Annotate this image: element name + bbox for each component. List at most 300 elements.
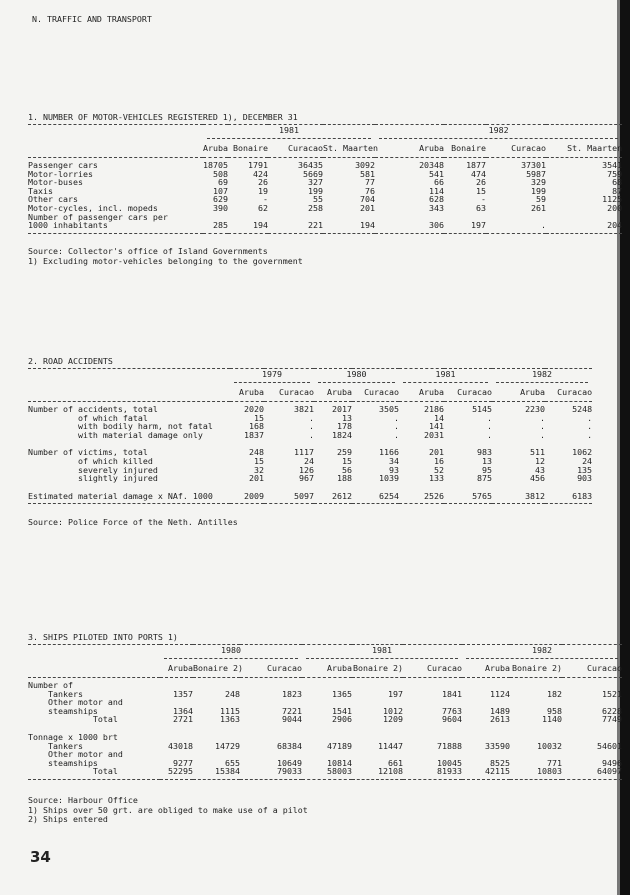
cell-value: .	[309, 429, 315, 440]
cell-value: 43	[535, 464, 546, 475]
row-label: Number of passenger cars per	[28, 211, 168, 222]
cell-value	[510, 678, 562, 690]
cell-value	[193, 724, 240, 733]
cell-value: 1357	[173, 688, 193, 699]
cell-value: 1012	[383, 705, 403, 716]
cell-value: 11447	[378, 740, 403, 751]
cell-value	[240, 678, 302, 690]
cell-value: .	[394, 412, 400, 423]
cell-value: 77	[365, 177, 376, 188]
cell-value: .	[394, 421, 400, 432]
stub-cell	[28, 140, 203, 158]
cell-value	[562, 678, 622, 690]
table-1-title: 1. NUMBER OF MOTOR-VEHICLES REGISTERED 1), DECEMBER 31	[28, 112, 298, 122]
cell-value: .	[486, 221, 546, 233]
cell-value: 42115	[462, 767, 510, 779]
cell-value: 56	[342, 464, 353, 475]
column-header: Curacao	[562, 660, 622, 678]
cell-value	[462, 724, 510, 733]
cell-value	[510, 724, 562, 733]
footnote: 1) Ships over 50 grt. are obliged to make use of a pilot	[28, 804, 308, 815]
cell-value: 628	[429, 194, 445, 205]
column-header: Bonaire	[228, 140, 268, 158]
column-header: St. Maarten	[323, 140, 375, 158]
column-header: Bonaire 2)	[510, 660, 562, 678]
cell-value: 63	[476, 202, 487, 213]
cell-value: 204	[546, 221, 622, 233]
cell-value: 37301	[521, 160, 547, 170]
column-header: Bonaire	[444, 140, 486, 158]
cell-value: 2721	[173, 714, 193, 725]
row-label: Total	[28, 714, 118, 725]
cell-value: 6254	[352, 492, 399, 504]
cell-value: 19	[258, 185, 268, 196]
cell-value: 15	[342, 455, 353, 466]
cell-value: 581	[360, 168, 376, 179]
year-header-row	[28, 369, 592, 385]
row-label: Other cars	[28, 194, 78, 205]
year-header	[462, 645, 622, 661]
row-label: with bodily harm, not fatal	[28, 421, 213, 432]
table-row	[28, 698, 622, 707]
column-header: Curacao	[545, 384, 592, 402]
cell-value: .	[394, 429, 400, 440]
cell-value: 2613	[490, 714, 510, 725]
cell-value	[403, 724, 462, 733]
cell-value: 958	[547, 705, 562, 716]
cell-value: 7763	[442, 705, 462, 716]
cell-value: 59	[536, 194, 547, 205]
cell-value: 1039	[379, 473, 400, 484]
cell-value: 259	[337, 447, 353, 458]
cell-value: 1117	[294, 447, 315, 458]
cell-value: 194	[228, 221, 268, 233]
cell-value: 194	[323, 221, 375, 233]
cell-value: 5145	[472, 404, 493, 414]
footnote: 2) Ships entered	[28, 814, 108, 824]
cell-value: .	[587, 429, 593, 440]
cell-value: 69	[218, 177, 228, 188]
table-2-title: 2. ROAD ACCIDENTS	[28, 356, 113, 366]
cell-value: .	[309, 421, 315, 432]
cell-value: .	[487, 412, 493, 423]
stub-cell	[28, 369, 230, 385]
column-header: Curacao	[268, 140, 323, 158]
cell-value: 13	[482, 455, 493, 466]
cell-value: 2031	[424, 429, 445, 440]
row-label: Motor-lorries	[28, 168, 93, 179]
footnote: Source: Harbour Office	[28, 795, 138, 805]
cell-value: 68384	[277, 740, 302, 751]
cell-value: 1824	[332, 429, 353, 440]
cell-value: 58003	[302, 767, 352, 779]
cell-value: 24	[304, 455, 315, 466]
cell-value: 248	[249, 447, 264, 458]
year-header	[314, 369, 399, 385]
row-label: slightly injured	[28, 473, 158, 484]
cell-value: 759	[607, 168, 623, 179]
cell-value: 2020	[244, 404, 264, 414]
cell-value: 15	[254, 412, 264, 423]
cell-value: 983	[477, 447, 493, 458]
cell-value: 87	[612, 185, 623, 196]
cell-value: 43018	[168, 740, 193, 751]
cell-value	[352, 724, 403, 733]
cell-value: 3821	[294, 404, 315, 414]
cell-value: 201	[429, 447, 445, 458]
cell-value: 79033	[240, 767, 302, 779]
year-header	[399, 369, 492, 385]
cell-value: 14729	[215, 740, 240, 751]
column-header: Curacao	[486, 140, 546, 158]
cell-value	[193, 678, 240, 690]
table-3-notes	[28, 796, 308, 825]
cell-value: 15384	[193, 767, 240, 779]
year-header	[375, 125, 622, 141]
cell-value: 26	[258, 177, 268, 188]
row-label: Other motor and	[28, 749, 123, 760]
cell-value: 10803	[510, 767, 562, 779]
cell-value: 1521	[602, 688, 622, 699]
cell-value: 52295	[160, 767, 193, 779]
column-header: Aruba	[399, 384, 444, 402]
cell-value: 6183	[545, 492, 592, 504]
cell-value: 52	[434, 464, 445, 475]
cell-value: 3812	[492, 492, 545, 504]
cell-value: 424	[253, 168, 268, 179]
column-header-row	[28, 384, 592, 402]
cell-value: 76	[365, 185, 376, 196]
page-number: 34	[30, 848, 51, 866]
table-row	[28, 402, 592, 414]
cell-value: 343	[429, 202, 445, 213]
year-label: 1980	[164, 646, 298, 659]
cell-value: 197	[444, 221, 486, 233]
cell-value: 64097	[562, 767, 622, 779]
cell-value: .	[540, 421, 546, 432]
row-label: with material damage only	[28, 429, 203, 440]
cell-value: 456	[530, 473, 546, 484]
table-row	[28, 187, 622, 196]
year-label: 1979	[234, 370, 310, 383]
cell-value: 135	[577, 464, 593, 475]
cell-value: 168	[249, 421, 264, 432]
cell-value: 1166	[379, 447, 400, 458]
column-header: Aruba	[462, 660, 510, 678]
stub-cell	[28, 384, 230, 402]
cell-value	[562, 724, 622, 733]
cell-value: 32	[254, 464, 264, 475]
column-header: Aruba	[203, 140, 228, 158]
cell-value	[160, 724, 193, 733]
cell-value	[302, 678, 352, 690]
cell-value: 197	[388, 688, 403, 699]
cell-value: 62	[258, 202, 268, 213]
cell-value: 5765	[444, 492, 492, 504]
column-header: Aruba	[492, 384, 545, 402]
cell-value: 903	[577, 473, 593, 484]
cell-value: 199	[308, 185, 323, 196]
column-header-row	[28, 140, 622, 158]
row-label: Other motor and	[28, 697, 123, 708]
cell-value: 1115	[220, 705, 240, 716]
cell-value: 18705	[203, 160, 228, 170]
row-label: Number of victims, total	[28, 447, 148, 458]
cell-value: 2009	[230, 492, 264, 504]
row-label: severely injured	[28, 464, 158, 475]
cell-value: 1209	[383, 714, 403, 725]
row-label: Number of accidents, total	[28, 404, 158, 414]
cell-value: 771	[547, 757, 562, 768]
row-label: Total	[28, 767, 160, 779]
cell-value: 5669	[303, 168, 323, 179]
cell-value: 47189	[327, 740, 352, 751]
cell-value: 306	[375, 221, 444, 233]
cell-value: 13	[342, 412, 353, 423]
cell-value: 95	[482, 464, 493, 475]
cell-value: 93	[389, 464, 400, 475]
column-header: Aruba	[375, 140, 444, 158]
year-header	[160, 645, 302, 661]
cell-value: 34	[389, 455, 400, 466]
cell-value: .	[487, 421, 493, 432]
year-label: 1982	[466, 646, 618, 659]
year-label: 1980	[318, 370, 395, 383]
cell-value: 1541	[332, 705, 352, 716]
table-row	[28, 158, 622, 170]
cell-value: 5248	[572, 404, 593, 414]
cell-value: 2230	[525, 404, 546, 414]
cell-value: 1489	[490, 705, 510, 716]
column-header: Curacao	[264, 384, 314, 402]
table-row	[28, 715, 622, 724]
row-label: Tonnage x 1000 brt	[28, 731, 118, 742]
year-label: 1982	[496, 370, 588, 383]
cell-value: 2906	[332, 714, 352, 725]
year-header-row	[28, 125, 622, 141]
row-label: 1000 inhabitants	[28, 221, 203, 233]
cell-value: 511	[530, 447, 546, 458]
cell-value: 12	[535, 455, 546, 466]
cell-value: 541	[429, 168, 445, 179]
cell-value: 967	[299, 473, 315, 484]
cell-value	[240, 724, 302, 733]
cell-value: 508	[213, 168, 228, 179]
cell-value: 704	[360, 194, 376, 205]
cell-value	[462, 678, 510, 690]
column-header-row	[28, 660, 622, 678]
table-row	[28, 474, 592, 483]
cell-value: 1823	[282, 688, 302, 699]
year-label: 1981	[403, 370, 488, 383]
cell-value: 1062	[572, 447, 593, 458]
cell-value: 107	[213, 185, 228, 196]
column-header: Aruba	[314, 384, 352, 402]
cell-value: 2612	[314, 492, 352, 504]
row-label: Motor-buses	[28, 177, 83, 188]
table-1-notes	[28, 247, 303, 266]
table-row	[28, 431, 592, 440]
cell-value: 36435	[298, 160, 323, 170]
cell-value: 1841	[442, 688, 462, 699]
row-label: of which fatal	[28, 412, 148, 423]
cell-value: 9604	[442, 714, 462, 725]
cell-value: 188	[337, 473, 353, 484]
cell-value: .	[587, 421, 593, 432]
row-label: steamships	[28, 705, 98, 716]
cell-value: 390	[213, 202, 228, 213]
cell-value: 141	[429, 421, 445, 432]
table-row	[28, 213, 622, 222]
footnote: Source: Police Force of the Neth. Antilles	[28, 517, 238, 527]
column-header: Curacao	[403, 660, 462, 678]
cell-value: 178	[337, 421, 353, 432]
row-label: of which killed	[28, 455, 153, 466]
cell-value: 201	[249, 473, 264, 484]
cell-value: 875	[477, 473, 493, 484]
cell-value: 16	[434, 455, 445, 466]
footnote: Source: Collector's office of Island Governments	[28, 246, 268, 256]
cell-value: 182	[547, 688, 562, 699]
cell-value: 3505	[379, 404, 400, 414]
cell-value: 6228	[602, 705, 622, 716]
cell-value	[403, 678, 462, 690]
cell-value	[486, 213, 546, 222]
year-header	[230, 369, 314, 385]
table-row	[28, 767, 622, 779]
cell-value: .	[540, 429, 546, 440]
table-3-title: 3. SHIPS PILOTED INTO PORTS 1)	[28, 632, 178, 642]
cell-value: 14	[434, 412, 445, 423]
cell-value: 114	[429, 185, 445, 196]
row-label: Tankers	[28, 740, 83, 751]
cell-value: .	[540, 412, 546, 423]
cell-value: 1363	[220, 714, 240, 725]
cell-value: 7221	[282, 705, 302, 716]
column-header: Curacao	[444, 384, 492, 402]
cell-value: 9044	[282, 714, 302, 725]
cell-value: 10045	[437, 757, 462, 768]
year-header	[492, 369, 592, 385]
cell-value: 661	[388, 757, 403, 768]
cell-value: 201	[360, 202, 376, 213]
cell-value	[302, 724, 352, 733]
cell-value	[352, 678, 403, 690]
cell-value: 1791	[248, 160, 268, 170]
cell-value: 15	[254, 455, 264, 466]
cell-value: 133	[429, 473, 445, 484]
cell-value: 1124	[490, 688, 510, 699]
row-label: Passenger cars	[28, 160, 98, 170]
table-row	[28, 750, 622, 759]
cell-value: 629	[213, 194, 228, 205]
year-header-row	[28, 645, 622, 661]
cell-value: 9496	[602, 757, 622, 768]
cell-value: 24	[582, 455, 593, 466]
stub-cell	[28, 645, 160, 661]
stub-cell	[28, 125, 203, 141]
year-label: 1981	[306, 646, 458, 659]
cell-value: 3092	[355, 160, 376, 170]
column-header: St. Maarten	[546, 140, 622, 158]
cell-value: 1877	[466, 160, 487, 170]
column-header: Bonaire 2)	[352, 660, 403, 678]
table-row	[28, 733, 622, 742]
cell-value: 7749	[602, 714, 622, 725]
cell-value: 1364	[173, 705, 193, 716]
cell-value: 221	[268, 221, 323, 233]
cell-value: 1837	[244, 429, 264, 440]
cell-value: 474	[471, 168, 487, 179]
row-label: Number of	[28, 680, 73, 690]
cell-value: 71888	[437, 740, 462, 751]
cell-value: 248	[225, 688, 240, 699]
cell-value: 327	[308, 177, 323, 188]
cell-value: .	[309, 412, 315, 423]
row-label: Taxis	[28, 185, 53, 196]
cell-value: 10032	[537, 740, 562, 751]
column-header: Aruba	[230, 384, 264, 402]
cell-value: 5987	[526, 168, 547, 179]
cell-value: 126	[299, 464, 315, 475]
year-header	[203, 125, 375, 141]
year-label: 1982	[379, 126, 618, 139]
cell-value: 200	[607, 202, 623, 213]
cell-value: 26	[476, 177, 487, 188]
cell-value: 1125	[602, 194, 623, 205]
cell-value: 329	[531, 177, 547, 188]
cell-value: 655	[225, 757, 240, 768]
road-accidents-table	[28, 368, 592, 504]
cell-value: 1365	[332, 688, 352, 699]
cell-value: 3541	[602, 160, 623, 170]
table-2-notes	[28, 518, 238, 528]
cell-value: 66	[434, 177, 445, 188]
cell-value: 20348	[419, 160, 445, 170]
table-row	[28, 221, 622, 233]
cell-value: 10649	[277, 757, 302, 768]
section-header: N. TRAFFIC AND TRANSPORT	[32, 14, 152, 24]
column-header: Curacao	[352, 384, 399, 402]
row-label: Tankers	[28, 688, 83, 699]
cell-value: 199	[531, 185, 547, 196]
table-row	[28, 492, 592, 504]
cell-value: .	[487, 429, 493, 440]
cell-value: 81933	[403, 767, 462, 779]
column-header: Aruba	[302, 660, 352, 678]
cell-value: 33590	[485, 740, 510, 751]
cell-value: 2017	[332, 404, 353, 414]
cell-value: 2186	[424, 404, 445, 414]
cell-value: 54601	[597, 740, 622, 751]
stub-cell	[28, 660, 160, 678]
cell-value: 261	[531, 202, 547, 213]
cell-value: 258	[308, 202, 323, 213]
cell-value: 55	[313, 194, 323, 205]
column-header: Curacao	[240, 660, 302, 678]
table-row	[28, 678, 622, 690]
cell-value: 9277	[173, 757, 193, 768]
cell-value	[160, 678, 193, 690]
row-label: Motor-cycles, incl. mopeds	[28, 202, 158, 213]
motor-vehicles-table	[28, 124, 622, 234]
cell-value: 285	[203, 221, 228, 233]
row-label: Estimated material damage x NAf. 1000	[28, 492, 230, 504]
cell-value: 1140	[542, 714, 562, 725]
column-header: Aruba	[160, 660, 193, 678]
ships-piloted-table	[28, 644, 622, 780]
year-label: 1981	[207, 126, 371, 139]
